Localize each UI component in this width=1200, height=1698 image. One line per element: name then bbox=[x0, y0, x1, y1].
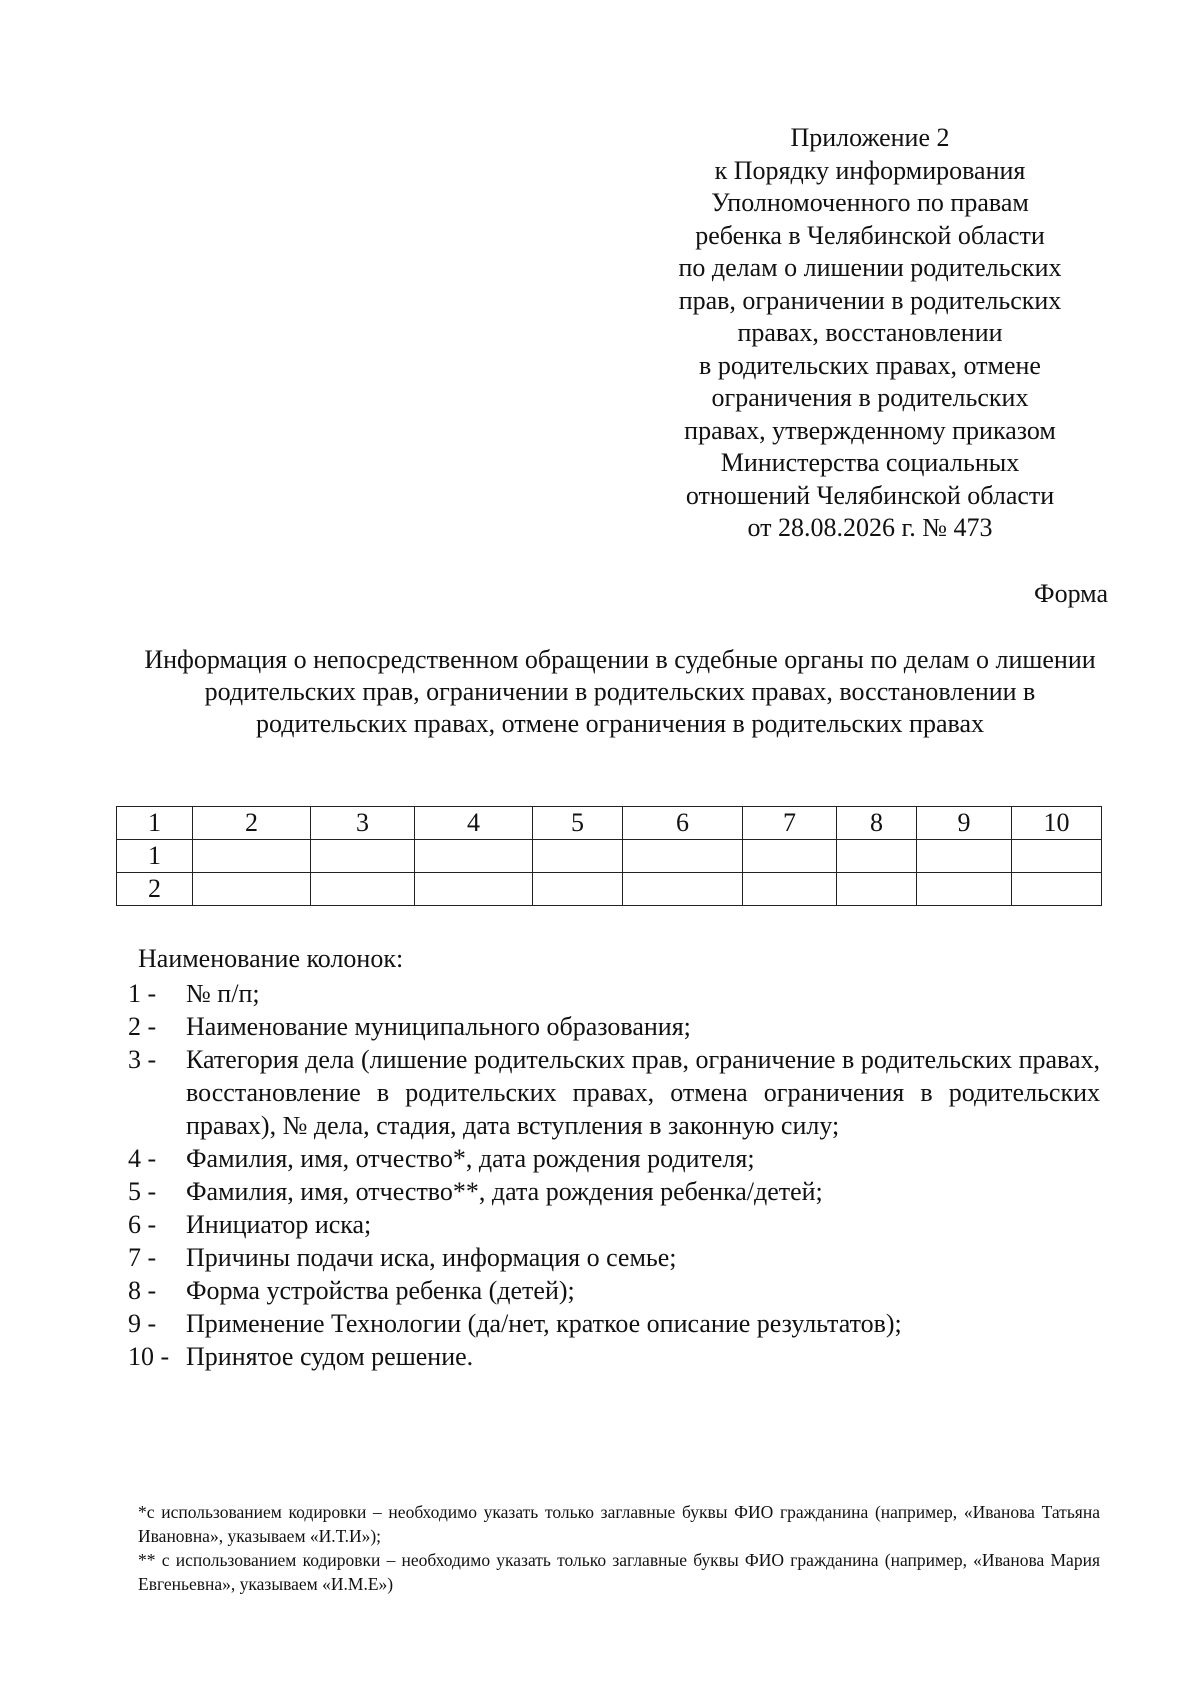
list-item-number: 8 - bbox=[128, 1276, 157, 1305]
appendix-line: ребенка в Челябинской области bbox=[695, 220, 1045, 250]
appendix-line: ограничения в родительских bbox=[711, 383, 1029, 412]
list-item-text: Инициатор иска; bbox=[186, 1210, 372, 1239]
table-cell bbox=[1012, 873, 1102, 906]
list-item-number: 6 - bbox=[128, 1210, 157, 1239]
list-item-text: Фамилия, имя, отчество*, дата рождения родителя; bbox=[186, 1144, 755, 1173]
table-header-cell: 2 bbox=[193, 807, 311, 840]
list-item bbox=[128, 1307, 1100, 1340]
appendix-line: от 28.08.2026 г. № 473 bbox=[747, 513, 993, 542]
list-item-number: 1 - bbox=[128, 979, 157, 1008]
table-cell bbox=[743, 840, 837, 873]
appendix-line: Министерства социальных bbox=[720, 448, 1020, 477]
list-item bbox=[128, 1010, 1100, 1043]
list-item-text: Принятое судом решение. bbox=[186, 1342, 474, 1371]
footnotes bbox=[138, 1500, 1100, 1596]
table-cell bbox=[193, 840, 311, 873]
table-cell bbox=[837, 873, 917, 906]
list-item-number: 2 - bbox=[128, 1012, 157, 1041]
list-item-text: № п/п; bbox=[186, 979, 260, 1008]
table-header-cell: 9 bbox=[917, 807, 1012, 840]
document-title: Информация о непосредственном обращении в судебные органы по делам о лишении родительских прав, ограничении в родительских правах, восстановлении в родительских правах, отмене ограничения в родительских правах bbox=[144, 645, 1096, 738]
appendix-line: к Порядку информирования bbox=[714, 155, 1026, 185]
list-item-number: 9 - bbox=[128, 1309, 157, 1338]
list-item-text: Причины подачи иска, информация о семье; bbox=[186, 1243, 677, 1272]
table-cell bbox=[193, 873, 311, 906]
appendix-line: по делам о лишении родительских bbox=[678, 253, 1062, 282]
table-header-row bbox=[117, 807, 1102, 840]
list-item bbox=[128, 1142, 1100, 1175]
list-item-number: 5 - bbox=[128, 1177, 157, 1206]
list-item bbox=[128, 1241, 1100, 1274]
table-cell bbox=[415, 873, 533, 906]
footnote: *с использованием кодировки – необходимо указать только заглавные буквы ФИО гражданина (например, «Иванова Татьяна Ивановна», указываем «И.Т.И»); bbox=[138, 1502, 1100, 1546]
table-row bbox=[117, 840, 1102, 873]
list-item-number: 4 - bbox=[128, 1144, 157, 1173]
columns-heading: Наименование колонок: bbox=[138, 944, 404, 973]
list-item-text: Форма устройства ребенка (детей); bbox=[186, 1276, 575, 1305]
table-cell bbox=[533, 873, 623, 906]
table-header-cell: 8 bbox=[837, 807, 917, 840]
list-item bbox=[128, 1043, 1100, 1142]
list-item bbox=[128, 977, 1100, 1010]
appendix-line: правах, восстановлении bbox=[737, 318, 1003, 347]
list-item-number: 3 - bbox=[128, 1045, 157, 1074]
appendix-line: правах, утвержденному приказом bbox=[684, 415, 1056, 445]
list-item-text: Категория дела (лишение родительских прав, ограничение в родительских правах, восстановление в родительских правах, отмена ограничения в родительских правах), № дела, стадия, дата вступления в законную силу; bbox=[186, 1045, 1100, 1140]
table-row bbox=[117, 873, 1102, 906]
table-header-cell: 6 bbox=[623, 807, 743, 840]
table-cell bbox=[837, 840, 917, 873]
table-header-cell: 10 bbox=[1012, 807, 1102, 840]
list-item bbox=[128, 1208, 1100, 1241]
columns-list bbox=[128, 977, 1100, 1373]
appendix-line: Приложение 2 bbox=[790, 123, 950, 152]
list-item-text: Наименование муниципального образования; bbox=[186, 1012, 691, 1041]
appendix-line: отношений Челябинской области bbox=[685, 480, 1055, 510]
table-cell bbox=[311, 873, 415, 906]
table-header-cell: 3 bbox=[311, 807, 415, 840]
table-cell bbox=[623, 840, 743, 873]
table-cell bbox=[1012, 840, 1102, 873]
table-cell bbox=[311, 840, 415, 873]
table-header-cell: 5 bbox=[533, 807, 623, 840]
list-item-text: Фамилия, имя, отчество**, дата рождения ребенка/детей; bbox=[186, 1177, 823, 1206]
table-cell bbox=[743, 873, 837, 906]
appendix-header bbox=[640, 122, 1100, 545]
appendix-line: Уполномоченного по правам bbox=[711, 188, 1029, 217]
form-label: Форма bbox=[1034, 579, 1108, 608]
list-item-number: 10 - bbox=[128, 1342, 170, 1371]
table-header-cell: 4 bbox=[415, 807, 533, 840]
list-item-text: Применение Технологии (да/нет, краткое описание результатов); bbox=[186, 1309, 902, 1338]
table-cell bbox=[917, 840, 1012, 873]
table-header-cell: 7 bbox=[743, 807, 837, 840]
table-cell bbox=[415, 840, 533, 873]
table-cell bbox=[623, 873, 743, 906]
appendix-line: в родительских правах, отмене bbox=[699, 350, 1041, 380]
list-item bbox=[128, 1340, 1100, 1373]
list-item bbox=[128, 1274, 1100, 1307]
list-item-number: 7 - bbox=[128, 1243, 157, 1272]
report-table bbox=[116, 806, 1102, 906]
footnote: ** с использованием кодировки – необходимо указать только заглавные буквы ФИО гражданина (например, «Иванова Мария Евгеньевна», указываем «И.М.Е») bbox=[138, 1550, 1100, 1594]
table-cell: 2 bbox=[117, 873, 193, 906]
table-cell: 1 bbox=[117, 840, 193, 873]
table-header-cell: 1 bbox=[117, 807, 193, 840]
table-cell bbox=[917, 873, 1012, 906]
list-item bbox=[128, 1175, 1100, 1208]
table-cell bbox=[533, 840, 623, 873]
appendix-line: прав, ограничении в родительских bbox=[678, 285, 1062, 315]
